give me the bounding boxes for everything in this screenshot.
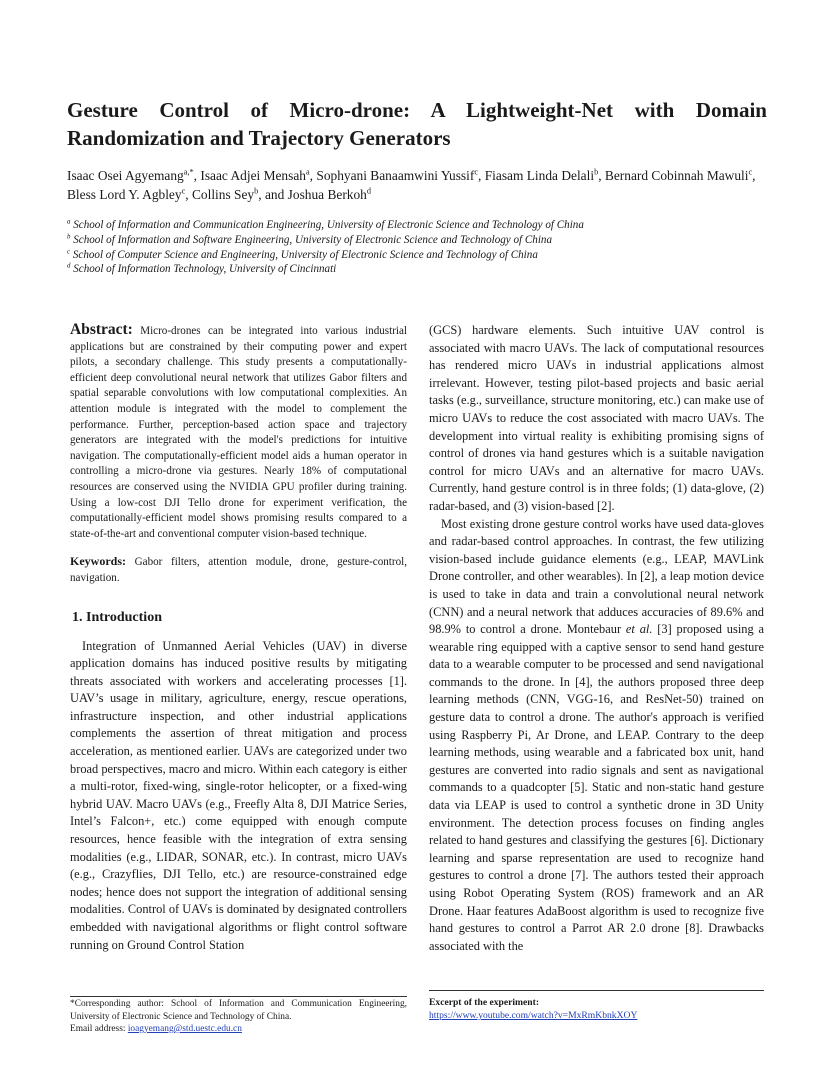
left-column xyxy=(70,322,407,954)
affiliation-b-marker: b xyxy=(67,233,71,241)
paper-title: Gesture Control of Micro-drone: A Lightweight-Net with Domain Randomization and Trajectory Generators xyxy=(67,98,767,150)
abstract-heading: Abstract: xyxy=(70,321,133,338)
footnote-text: *Corresponding author: School of Information and Communication Engineering, University of Electronic Science and Technology of China. xyxy=(70,999,407,1022)
affiliation-c xyxy=(67,248,787,263)
author-separator: , xyxy=(752,168,756,183)
author-separator: , xyxy=(309,168,317,183)
footnote-divider xyxy=(70,996,407,997)
affiliation-a-marker: a xyxy=(67,218,71,226)
abstract-text: Micro-drones can be integrated into various industrial applications but are constrained by their computing power and expert pilots, a secondary challenge. This study presents a computationally-efficient deep convolutional neural network that utilizes Gabor filters and spatial separable convolutions with low computational complexities. An attention module is integrated with the model to complement the performance. Further, perception-based action space and trajectory generators are integrated with the model's predictions for intuitive navigation. The computationally-efficient model aids a human operator in controlling a micro-drone via gestures. Nearly 18% of computational resources are conserved using the NVIDIA GPU profiler during training. Using a low-cost DJI Tello drone for experiment verification, the computationally-efficient model shows promising results compared to a state-of-the-art and conventional computer vision-based technique. xyxy=(70,325,407,540)
right-column xyxy=(429,322,764,955)
email-link[interactable]: ioagyemang@std.uestc.edu.cn xyxy=(127,1024,242,1034)
abstract xyxy=(70,322,407,542)
author-separator: , xyxy=(598,168,605,183)
author-affiliation-marker: d xyxy=(366,186,372,196)
intro-paragraph-2 xyxy=(429,516,764,956)
affiliation-c-marker: c xyxy=(67,247,71,255)
section-heading-introduction: 1. Introduction xyxy=(72,609,162,625)
author-name: Fiasam Linda Delali xyxy=(484,168,595,183)
intro-paragraph-1-continued: (GCS) hardware elements. Such intuitive UAV control is associated with macro UAVs. The lack of computational resources has rendered micro UAVs in industrial applications almost irrelevant. However, testing pilot-based projects and basic aerial tasks (e.g., surveillance, structure monitoring, etc.) can make use of micro UAVs to reduce the cost associated with macro UAVs. The development into virtual reality is exhibiting promising signs of control of drones via hand gestures which is a suitable navigation control for micro UAVs and an alternative for macro UAVs. Currently, hand gesture control is in three folds; (1) data-glove, (2) radar-based, and (3) vision-based [2]. xyxy=(429,323,764,513)
et-al-italic: et al. xyxy=(625,622,653,637)
author-affiliation-marker: b xyxy=(254,186,259,196)
email-label: Email address: xyxy=(70,1024,128,1034)
author-affiliation-marker: c xyxy=(474,167,479,177)
author-affiliation-marker: c xyxy=(181,186,186,196)
affiliations xyxy=(67,218,787,277)
author-affiliation-marker: a,* xyxy=(183,167,194,177)
affiliation-c-text: School of Computer Science and Engineering, University of Electronic Science and Technology of China xyxy=(72,248,538,261)
keywords xyxy=(70,554,407,586)
authors-line xyxy=(67,168,756,202)
author-affiliation-marker: a xyxy=(305,167,310,177)
author-separator: , xyxy=(478,168,485,183)
affiliation-a-text: School of Information and Communication Engineering, University of Electronic Science and Technology of China xyxy=(73,219,584,231)
intro-paragraph-2-part-b: [3] proposed using a wearable ring equipped with a captive sensor to send hand gesture data to a wearable computer to be processed and send navigational commands to the drone. In [4], the authors proposed three deep learning methods (CNN, VGG-16, and ResNet-50) trained on gesture data to control a drone. The author's approach is verified using Raspberry Pi, Ar Drone, and LEAP. Contrary to the deep learning methods, using wearable and a fabricated box unit, hand gestures are converted into radio signals and sent as navigational commands to a quadcopter [5]. Static and non-static hand gesture data via LEAP is used to control a synthetic drone in 3D Unity environment. The detection process focuses on finding angles related to hand gestures and classifying the gestures [6]. Dictionary learning and sparse representation are used to recognize hand gestures to control a drone [7]. The authors tested their approach using Robot Operating System (ROS) framework and an AR Drone. Haar features AdaBoost algorithm is used to recognize five hand gestures to control a Parrot AR 2.0 drone [8]. Drawbacks associated with the xyxy=(429,622,764,953)
author-separator: , xyxy=(193,168,201,183)
author-name: Bernard Cobinnah Mawuli xyxy=(604,168,749,183)
author-list xyxy=(67,166,767,204)
keywords-heading: Keywords: xyxy=(70,554,126,569)
excerpt-video-link[interactable]: https://www.youtube.com/watch?v=MxRmKbnkXOY xyxy=(429,1010,638,1021)
author-separator: , xyxy=(185,187,192,202)
author-affiliation-marker: b xyxy=(594,167,599,177)
excerpt-divider xyxy=(429,990,764,991)
author-affiliation-marker: c xyxy=(748,167,753,177)
affiliation-d-text: School of Information Technology, University of Cincinnati xyxy=(73,263,337,276)
author-name: Isaac Osei Agyemang xyxy=(67,168,184,183)
author-name: Sophyani Banaamwini Yussif xyxy=(316,168,475,183)
affiliation-d-marker: d xyxy=(67,262,71,270)
experiment-excerpt xyxy=(429,996,764,1022)
excerpt-heading: Excerpt of the experiment: xyxy=(429,997,540,1008)
affiliation-d xyxy=(67,262,787,277)
author-name: Joshua Berkoh xyxy=(287,187,367,202)
corresponding-author-footnote xyxy=(70,998,407,1036)
intro-paragraph-1: Integration of Unmanned Aerial Vehicles (UAV) in diverse application domains has induced positive results by mitigating threats associated with workers and accelerating processes [1]. UAV’s usage in military, agriculture, energy, rescue operations, infrastructure inspection, and other industrial applications complements the assertion of threat mitigation and process acceleration, as mentioned earlier. UAVs are categorized under two broad perspectives, macro and micro. Within each category is either a multi-rotor, fixed-wing, single-rotor helicopter, or a fixed-wing hybrid UAV. Macro UAVs (e.g., Freefly Alta 8, DJI Matrice Series, Intel’s Falcon+, etc.) come equipped with enough compute resources, hence feasible with the integration of extra sensing modalities (e.g., LIDAR, SONAR, etc.). In contrast, micro UAVs (e.g., Crazyflies, DJI Tello, etc.) are resource-constrained edge nodes; hence does not support the integration of additional sensing modalities. Control of UAVs is dominated by designated controllers embedded with navigational algorithms or flight control software running on Ground Control Station xyxy=(70,638,407,952)
author-name: Bless Lord Y. Agbley xyxy=(67,187,182,202)
author-name: Isaac Adjei Mensah xyxy=(200,168,306,183)
affiliation-b-text: School of Information and Software Engineering, University of Electronic Science and Technology of China xyxy=(73,233,553,246)
affiliation-a xyxy=(67,218,787,233)
affiliation-b xyxy=(67,233,787,248)
author-name: Collins Sey xyxy=(191,187,255,202)
author-separator: , and xyxy=(258,187,288,202)
keywords-text: Gabor filters, attention module, drone, gesture-control, navigation. xyxy=(70,556,407,584)
intro-paragraph-2-part-a: Most existing drone gesture control works have used data-gloves and radar-based control approaches. In contrast, the few utilizing vision-based include guidance elements (e.g., LEAP, MAVLink Drone controller, and other wearables). In [2], a leap motion device is used to take in data and train a convolutional neural network (CNN) and a neural network that adduces accuracies of 89.6% and 98.9% to control a drone. Montebaur xyxy=(429,516,764,637)
